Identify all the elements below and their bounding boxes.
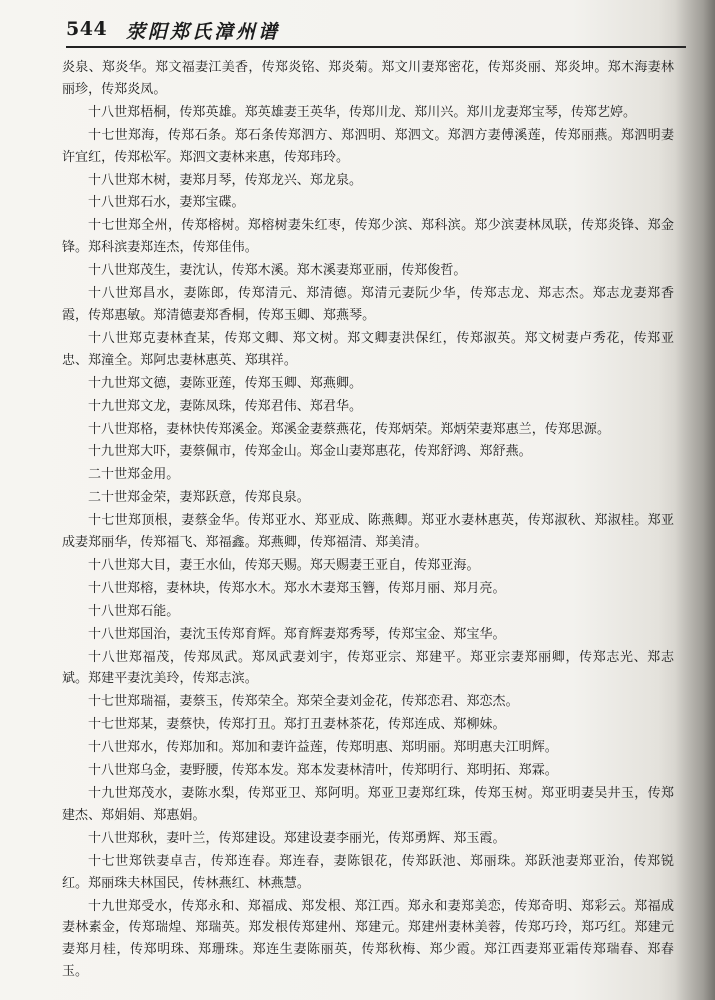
paragraph-2: 十八世郑梧桐，传郑英雄。郑英雄妻王英华，传郑川龙、郑川兴。郑川龙妻郑宝琴，传郑艺婷。 — [88, 104, 637, 120]
paragraph-17: 十八世郑大目，妻王水仙，传郑天赐。郑天赐妻王亚自，传郑亚海。 — [88, 557, 480, 573]
paragraph-18: 十八世郑榕，妻林块，传郑水木。郑水木妻郑玉簪，传郑月丽、郑月亮。 — [88, 580, 506, 596]
paragraph-26: 十九世郑茂水，妻陈水梨，传郑亚卫、郑阿明。郑亚卫妻郑红珠，传郑玉树。郑亚明妻吴井玉，传郑建杰、郑娟娟、郑惠娟。 — [62, 786, 674, 823]
paragraph-20: 十八世郑国治，妻沈玉传郑育辉。郑育辉妻郑秀琴，传郑宝金、郑宝华。 — [88, 626, 506, 642]
paragraph-9: 十八世郑克妻林査某，传郑文卿、郑文树。郑文卿妻洪保红，传郑淑英。郑文树妻卢秀花，传郑亚忠、郑潼全。郑阿忠妻林惠英、郑琪祥。 — [62, 330, 674, 368]
paragraph-29: 十九世郑受水，传郑永和、郑福成、郑发根、郑江西。郑永和妻郑美恋，传郑奇明、郑彩云。郑福成妻林素金，传郑瑞煌、郑瑞英。郑发根传郑建州、郑建元。郑建州妻林美蓉，传郑巧玲，郑巧红。郑建元妻郑月桂，传郑明珠、郑珊珠。郑连生妻陈丽英，传郑秋梅、郑少霞。郑江西妻郑亚霜传郑瑞春、郑春玉。 — [62, 898, 674, 980]
paragraph-8: 十八世郑昌水，妻陈郎，传郑清元、郑清德。郑清元妻阮少华，传郑志龙、郑志杰。郑志龙妻郑香霞，传郑惠敏。郑清德妻郑香桐，传郑玉卿、郑燕琴。 — [62, 286, 674, 323]
paragraph-12: 十八世郑格，妻林快传郑溪金。郑溪金妻蔡燕花，传郑炳荣。郑炳荣妻郑惠兰，传郑思源。 — [88, 421, 611, 437]
paragraph-4: 十八世郑木树，妻郑月琴，传郑龙兴、郑龙泉。 — [88, 172, 363, 188]
paragraph-10: 十九世郑文德，妻陈亚莲，传郑玉卿、郑燕卿。 — [88, 375, 363, 391]
running-title: 荥阳郑氏漳州谱 — [126, 21, 281, 43]
paragraph-6: 十七世郑全州，传郑榕树。郑榕树妻朱红枣，传郑少滨、郑科滨。郑少滨妻林凤联，传郑炎锋、郑金锋。郑科滨妻郑连杰，传郑佳伟。 — [62, 218, 674, 256]
paragraph-23: 十七世郑某，妻蔡快，传郑打丑。郑打丑妻林茶花，传郑连成、郑柳妹。 — [88, 717, 506, 733]
paragraph-19: 十八世郑石能。 — [88, 603, 180, 619]
page-header — [66, 14, 666, 44]
page-edge-shadow — [675, 0, 715, 1000]
paragraph-5: 十八世郑石水，妻郑宝碟。 — [88, 195, 245, 211]
paragraph-21: 十八世郑福茂，传郑凤武。郑凤武妻刘宇，传郑亚宗、郑建平。郑亚宗妻郑丽卿，传郑志光、郑志斌。郑建平妻沈美玲，传郑志滨。 — [62, 649, 674, 687]
paragraph-25: 十八世郑乌金，妻野腰，传郑本发。郑本发妻林清叶，传郑明行、郑明拓、郑霖。 — [88, 763, 558, 779]
genealogy-text — [62, 57, 674, 984]
paragraph-28: 十七世郑铁妻卓吉，传郑连春。郑连春，妻陈银花，传郑跃池、郑丽珠。郑跃池妻郑亚治，传郑锐红。郑丽珠夫林国民，传林燕红、林燕慧。 — [62, 853, 674, 891]
paragraph-14: 二十世郑金用。 — [88, 467, 180, 483]
paragraph-16: 十七世郑顶根，妻蔡金华。传郑亚水、郑亚成、陈燕卿。郑亚水妻林惠英，传郑淑秋、郑淑桂。郑亚成妻郑丽华，传郑福飞、郑福鑫。郑燕卿，传郑福清、郑美清。 — [62, 513, 674, 551]
paragraph-27: 十八世郑秋，妻叶兰，传郑建设。郑建设妻李丽光，传郑勇辉、郑玉霞。 — [88, 830, 506, 846]
paragraph-11: 十九世郑文龙，妻陈凤珠，传郑君伟、郑君华。 — [88, 398, 363, 414]
paragraph-13: 十九世郑大吓，妻蔡佩市，传郑金山。郑金山妻郑惠花，传郑舒鸿、郑舒燕。 — [88, 444, 532, 460]
page-number: 544 — [66, 18, 108, 40]
paragraph-7: 十八世郑茂生，妻沈认，传郑木溪。郑木溪妻郑亚丽，传郑俊哲。 — [88, 263, 467, 279]
paragraph-1: 炎泉、郑炎华。郑文福妻江美香，传郑炎铭、郑炎菊。郑文川妻郑密花，传郑炎丽、郑炎坤。郑木海妻林丽珍，传郑炎凤。 — [62, 60, 674, 97]
paragraph-24: 十八世郑水，传郑加和。郑加和妻许益莲，传郑明惠、郑明丽。郑明惠夫江明辉。 — [88, 740, 558, 756]
paragraph-15: 二十世郑金荣，妻郑跃意，传郑良泉。 — [88, 490, 310, 506]
paragraph-3: 十七世郑海，传郑石条。郑石条传郑泗方、郑泗明、郑泗文。郑泗方妻傅溪莲，传郑丽燕。郑泗明妻许宜红，传郑松军。郑泗文妻林来惠，传郑玮玲。 — [62, 127, 674, 165]
paragraph-22: 十七世郑瑞福，妻蔡玉，传郑荣全。郑荣全妻刘金花，传郑恋君、郑恋杰。 — [88, 694, 519, 710]
header-rule — [66, 46, 686, 48]
